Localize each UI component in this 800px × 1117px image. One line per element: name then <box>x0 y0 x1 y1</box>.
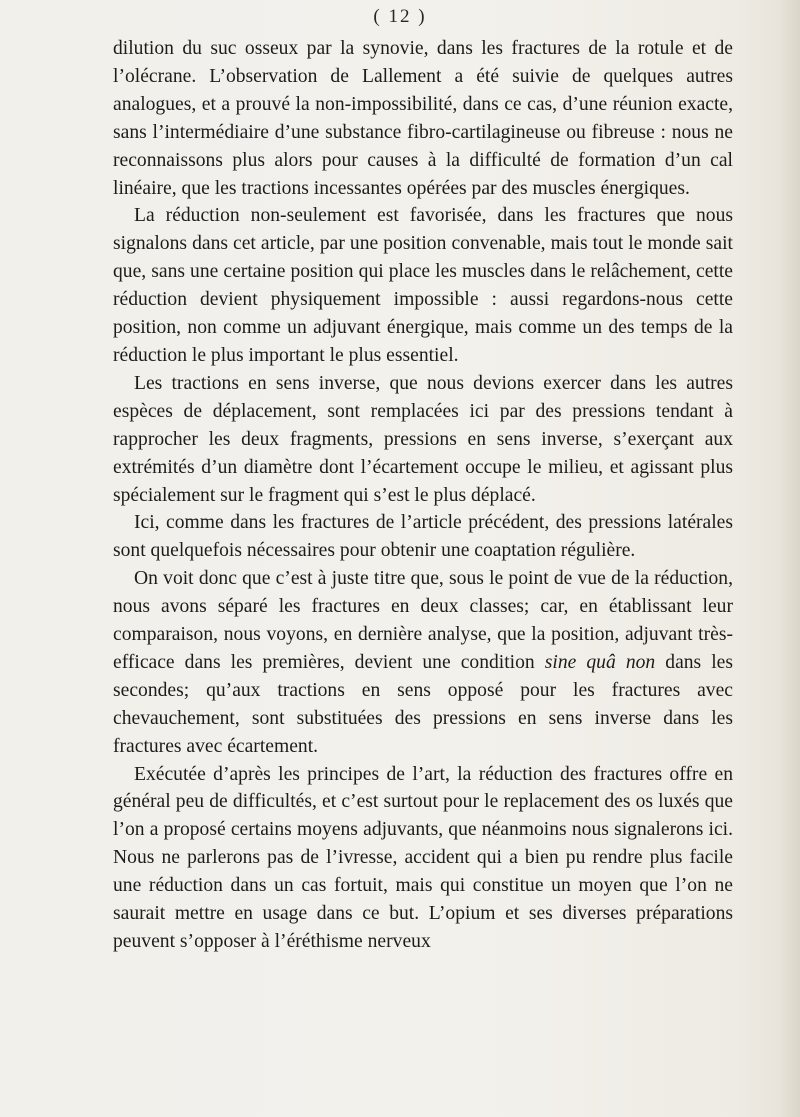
paragraph-5-text-after: dans les secondes; qu’aux tractions en sens opposé pour les fractures avec chevauchement, sont substituées des pressions en sens inverse dans les fractures avec écartement. <box>113 651 733 757</box>
page-number: ( 12 ) <box>373 6 427 27</box>
paragraph-4: Ici, comme dans les fractures de l’article précédent, des pressions latérales sont quelquefois nécessaires pour obtenir une coaptation régulière. <box>113 512 733 562</box>
paragraph-5 <box>113 565 733 760</box>
paragraph-2: La réduction non-seulement est favorisée, dans les fractures que nous signalons dans cet article, par une position convenable, mais tout le monde sait que, sans une certaine position qui place les muscles dans le relâchement, cette réduction devient physiquement impossible : aussi regardons-nous cette position, non comme un adjuvant énergique, mais comme un des temps de la réduction le plus important le plus essentiel. <box>113 205 733 366</box>
paragraph-6: Exécutée d’après les principes de l’art, la réduction des fractures offre en général peu de difficultés, et c’est surtout pour le replacement des os luxés que l’on a proposé certains moyens adjuvants, que néanmoins nous signalerons ici. Nous ne parlerons pas de l’ivresse, accident qui a bien pu rendre plus facile une réduction dans un cas fortuit, mais qui constitue un moyen que l’on ne saurait mettre en usage dans ce but. L’opium et ses diverses préparations peuvent s’opposer à l’éréthisme nerveux <box>113 763 733 952</box>
body-text <box>113 35 733 956</box>
latin-phrase: sine quâ non <box>544 651 656 673</box>
paragraph-3: Les tractions en sens inverse, que nous devions exercer dans les autres espèces de déplacement, sont remplacées ici par des pressions tendant à rapprocher les deux fragments, pressions en sens inverse, s’exerçant aux extrémités d’un diamètre dont l’écartement occupe le milieu, et agissant plus spécialement sur le fragment qui s’est le plus déplacé. <box>113 372 733 506</box>
paragraph-1: dilution du suc osseux par la synovie, dans les fractures de la rotule et de l’olécrane. L’observation de Lallement a été suivie de quelques autres analogues, et a prouvé la non-impossibilité, dans ce cas, d’une réunion exacte, sans l’intermédiaire d’une substance fibro-cartilagineuse ou fibreuse : nous ne reconnaissons plus alors pour causes à la difficulté de formation d’un cal linéaire, que les tractions incessantes opérées par des muscles énergiques. <box>113 38 733 199</box>
page-edge-shadow <box>778 0 800 1117</box>
paragraph-5-text-before: On voit donc que c’est à juste titre que, sous le point de vue de la réduction, nous avons séparé les fractures en deux classes; car, en établissant leur comparaison, nous voyons, en dernière analyse, que la position, adjuvant très-efficace dans les premières, devient une condition <box>113 568 733 673</box>
